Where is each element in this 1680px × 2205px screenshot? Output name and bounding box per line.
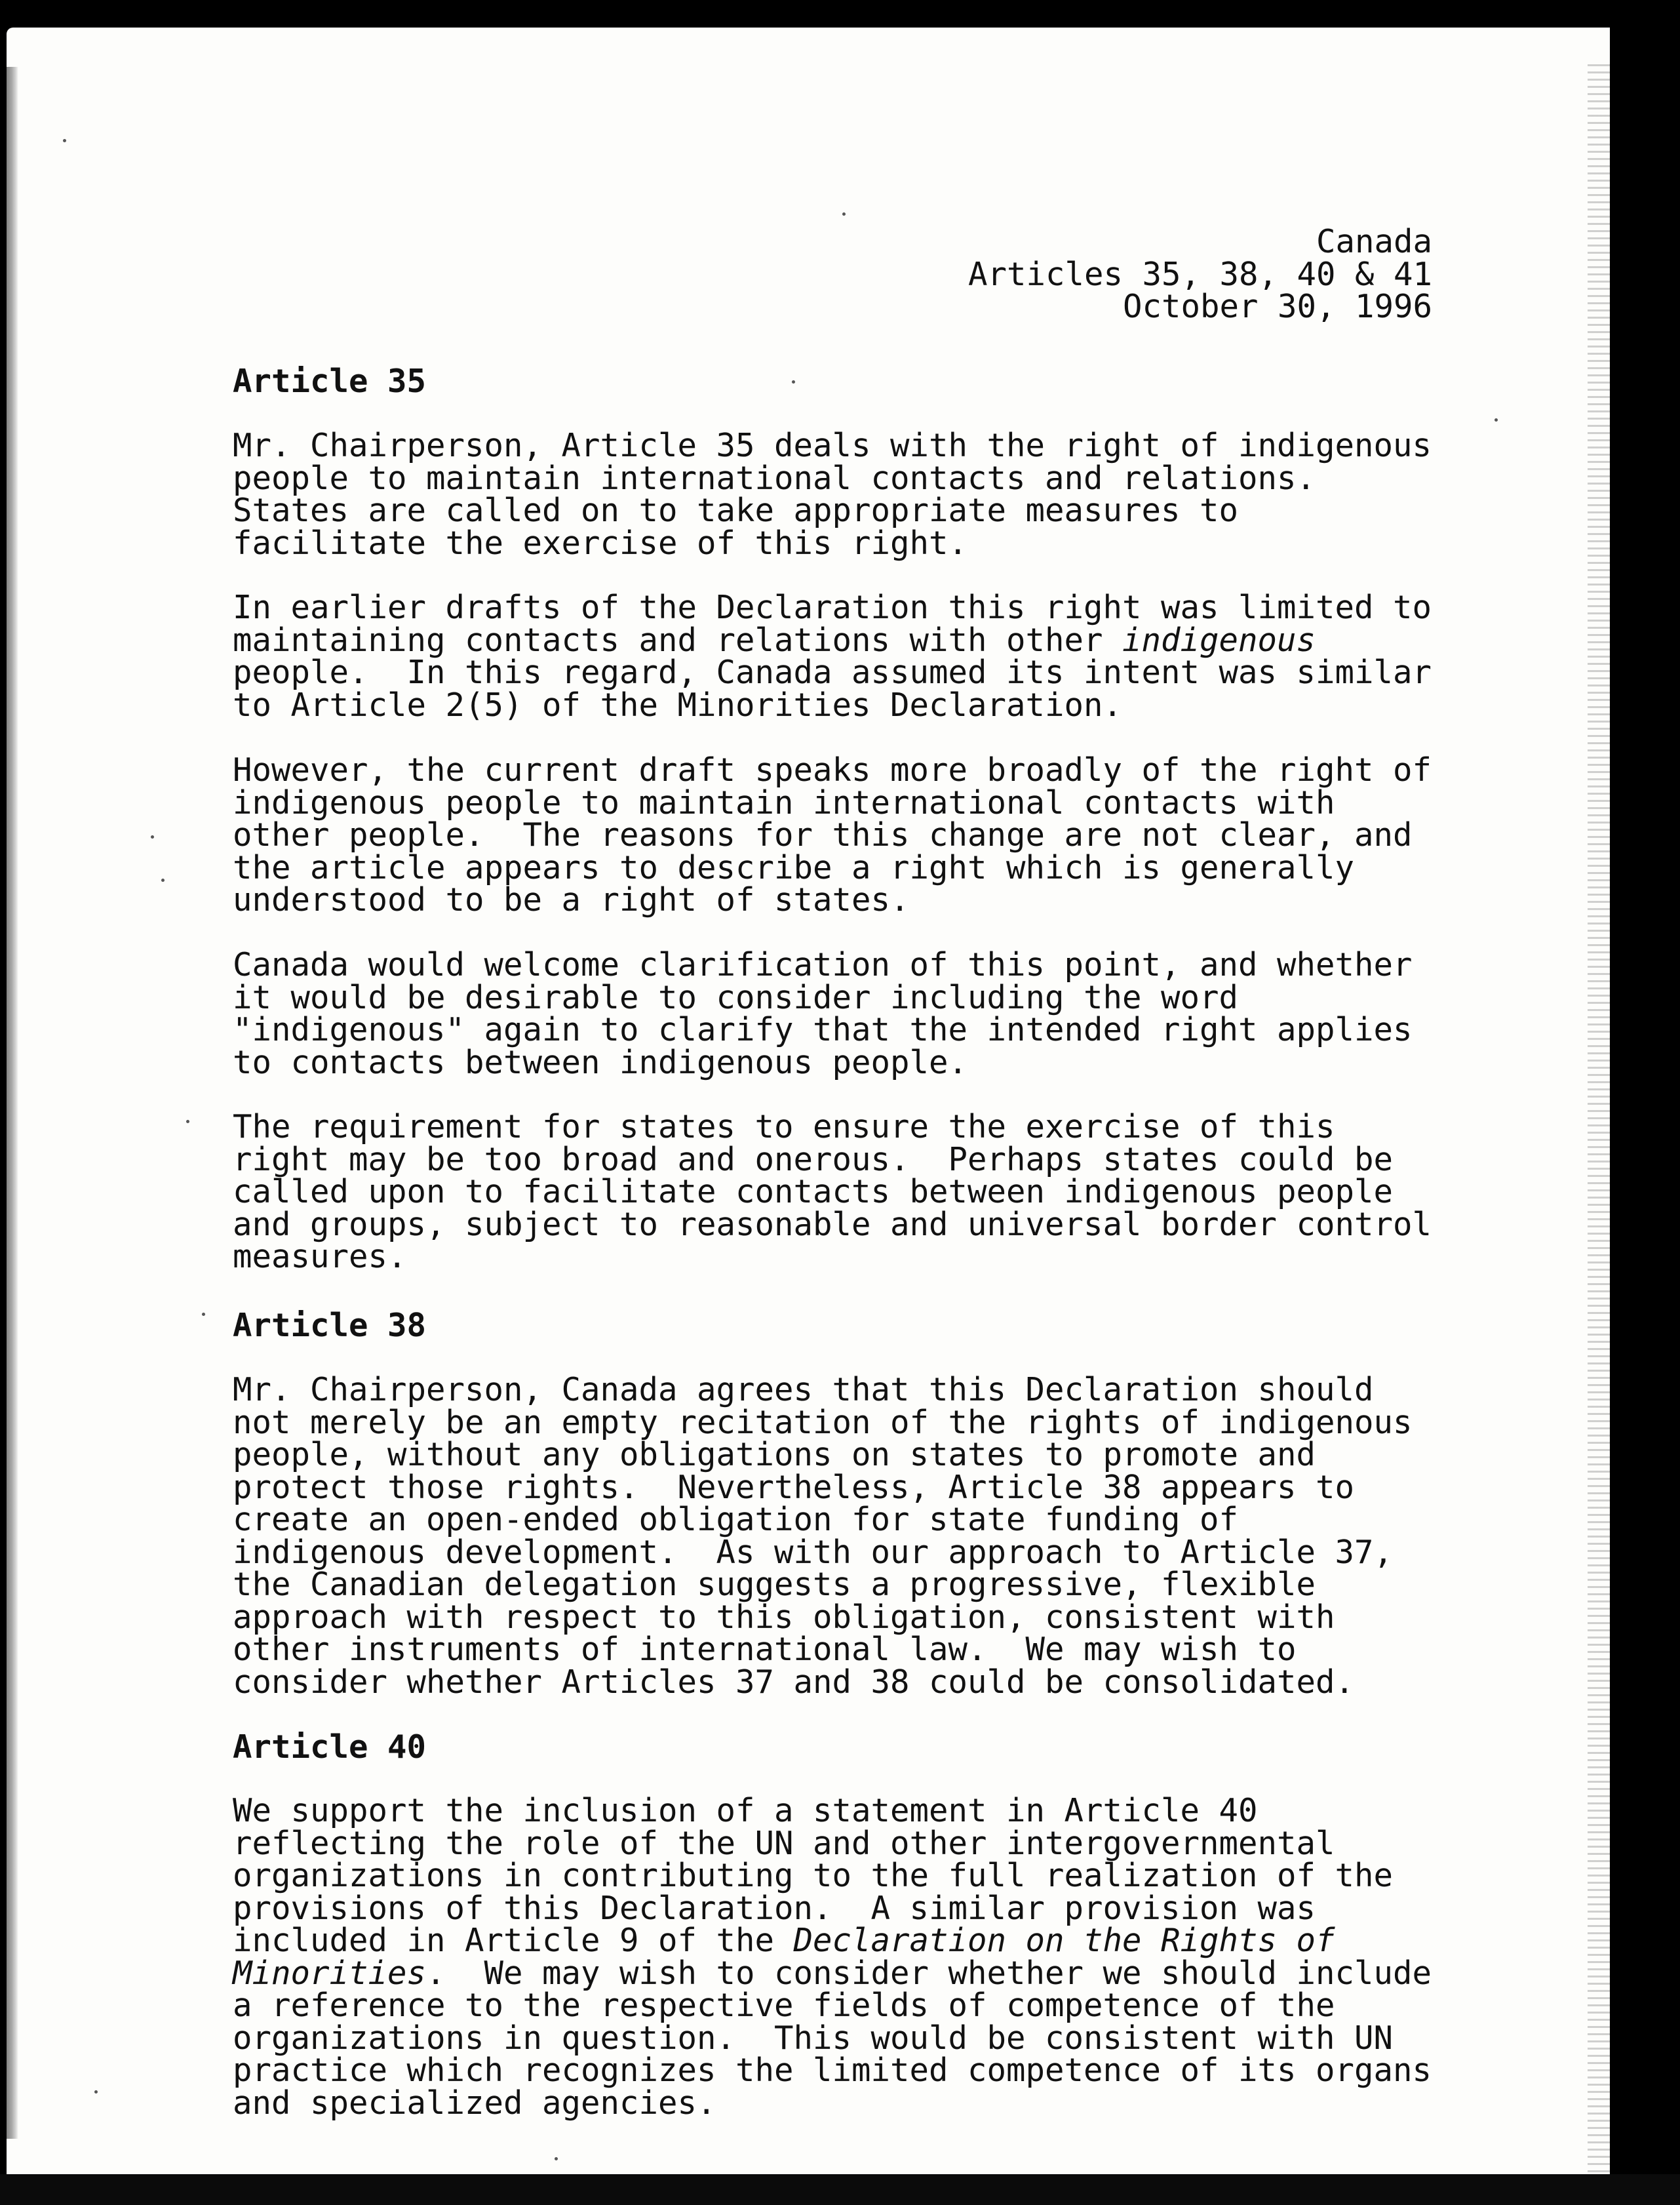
paragraph-line: Mr. Chairperson, Canada agrees that this Declaration should: [233, 1371, 1374, 1408]
paragraph-line: consider whether Articles 37 and 38 could be consolidated.: [233, 1663, 1355, 1701]
paragraph-line: practice which recognizes the limited competence of its organs: [233, 2052, 1432, 2089]
paragraph-line: it would be desirable to consider including the word: [233, 978, 1239, 1016]
paragraph-line: The requirement for states to ensure the exercise of this: [233, 1108, 1335, 1145]
header-date: October 30, 1996: [1122, 288, 1432, 325]
scan-speck: [94, 2090, 98, 2094]
paragraph: [233, 1792, 1432, 2122]
paragraph: [233, 1371, 1432, 1701]
section-heading-article-38: Article 38: [233, 1307, 427, 1344]
paragraph-line: and groups, subject to reasonable and universal border control: [233, 1205, 1432, 1243]
page-left-shadow: [7, 67, 18, 2139]
paragraph-line: However, the current draft speaks more broadly of the right of: [233, 751, 1432, 789]
paragraph: [233, 427, 1432, 562]
italic-title: Minorities: [233, 1954, 427, 1992]
paragraph-line: the Canadian delegation suggests a progressive, flexible: [233, 1566, 1316, 1603]
paragraph-line: understood to be a right of states.: [233, 881, 910, 919]
paragraph-line: States are called on to take appropriate measures to: [233, 492, 1239, 529]
paragraph-line: We support the inclusion of a statement in Article 40: [233, 1792, 1258, 1829]
paragraph-line: to Article 2(5) of the Minorities Declaration.: [233, 686, 1123, 724]
paragraph-line: [233, 621, 1432, 659]
paragraph: [233, 1108, 1432, 1275]
section-heading-article-40: Article 40: [233, 1728, 427, 1766]
scan-speck: [1494, 418, 1498, 422]
line-text: maintaining contacts and relations with other: [233, 621, 1123, 659]
paragraph-line: reflecting the role of the UN and other intergovernmental: [233, 1824, 1335, 1862]
scan-speck: [792, 380, 795, 384]
paragraph-line: people, without any obligations on states to promote and: [233, 1436, 1316, 1473]
paragraph-line: people. In this regard, Canada assumed its intent was similar: [233, 654, 1432, 691]
line-text: included in Article 9 of the: [233, 1922, 794, 1959]
paragraph-line: In earlier drafts of the Declaration this right was limited to: [233, 589, 1432, 626]
scan-speck: [151, 835, 154, 839]
paragraph-line: [233, 1924, 1432, 1957]
scan-speck: [202, 1313, 205, 1316]
paragraph-line: organizations in question. This would be consistent with UN: [233, 2019, 1394, 2057]
paragraph-line: create an open-ended obligation for state funding of: [233, 1501, 1239, 1538]
paragraph-line: people to maintain international contacts and relations.: [233, 459, 1316, 497]
header-country: Canada: [1316, 223, 1432, 260]
header-articles: Articles 35, 38, 40 & 41: [967, 255, 1432, 293]
paragraph: [233, 946, 1432, 1081]
document-header: [233, 223, 1432, 325]
line-text: . We may wish to consider whether we should include: [426, 1954, 1432, 1992]
paragraph: [233, 751, 1432, 919]
paragraph-line: Canada would welcome clarification of this point, and whether: [233, 946, 1413, 983]
paragraph-line: indigenous development. As with our approach to Article 37,: [233, 1533, 1394, 1571]
section-heading-article-35: Article 35: [233, 363, 427, 400]
paragraph-line: a reference to the respective fields of competence of the: [233, 1987, 1335, 2024]
paragraph-line: "indigenous" again to clarify that the intended right applies: [233, 1011, 1413, 1048]
italic-title: Declaration on the Rights of: [793, 1922, 1335, 1959]
scan-speck: [186, 1120, 189, 1123]
italic-term: indigenous: [1122, 621, 1316, 659]
paragraph-line: called upon to facilitate contacts between indigenous people: [233, 1173, 1394, 1210]
scan-speck: [63, 139, 66, 142]
paragraph-line: organizations in contributing to the full realization of the: [233, 1857, 1394, 1894]
paragraph-line: not merely be an empty recitation of the rights of indigenous: [233, 1403, 1413, 1441]
scan-speck: [161, 879, 165, 882]
paragraph-line: protect those rights. Nevertheless, Article 38 appears to: [233, 1468, 1355, 1506]
paragraph-line: and specialized agencies.: [233, 2084, 716, 2122]
scanned-page: [7, 28, 1610, 2176]
scan-speck: [555, 2157, 558, 2160]
paragraph-line: facilitate the exercise of this right.: [233, 524, 968, 562]
paragraph-line: right may be too broad and onerous. Perhaps states could be: [233, 1140, 1394, 1178]
paragraph-line: measures.: [233, 1238, 407, 1275]
paragraph-line: other instruments of international law. We may wish to: [233, 1631, 1297, 1668]
paragraph-line: provisions of this Declaration. A similar provision was: [233, 1889, 1316, 1927]
paragraph-line: the article appears to describe a right which is generally: [233, 848, 1355, 886]
scan-bottom-border: [0, 2174, 1680, 2205]
paragraph-line: indigenous people to maintain international contacts with: [233, 784, 1335, 822]
paragraph-line: to contacts between indigenous people.: [233, 1043, 968, 1081]
paragraph-line: approach with respect to this obligation, consistent with: [233, 1598, 1335, 1636]
paragraph-line: [233, 1954, 1432, 1992]
paragraph: [233, 589, 1432, 724]
paragraph-line: other people. The reasons for this change are not clear, and: [233, 816, 1413, 854]
paragraph-line: Mr. Chairperson, Article 35 deals with the right of indigenous: [233, 427, 1432, 464]
page-binding-edge: [1588, 64, 1610, 2176]
scan-speck: [842, 212, 846, 216]
